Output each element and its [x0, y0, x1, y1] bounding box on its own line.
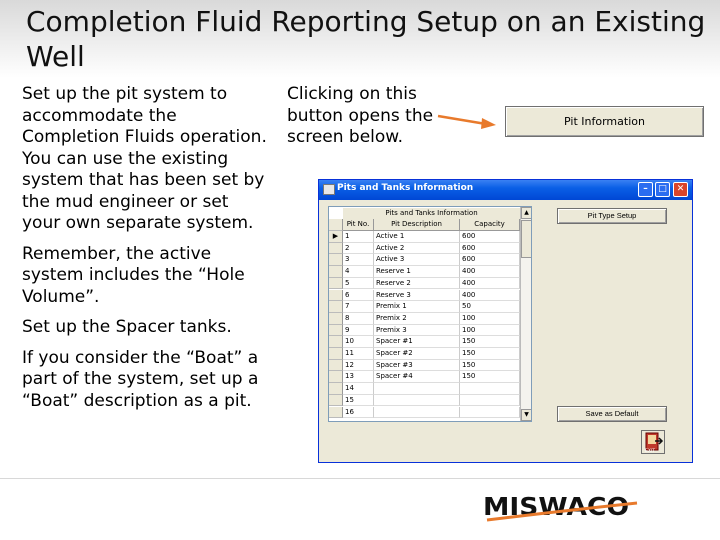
cell-pit-no[interactable]: 11 [343, 348, 374, 360]
cell-pit-description[interactable] [374, 407, 460, 419]
cell-capacity[interactable]: 600 [460, 254, 520, 266]
cell-capacity[interactable]: 100 [460, 325, 520, 337]
column-header-capacity[interactable]: Capacity [460, 219, 520, 231]
button-note: Clicking on this button opens the screen below. [287, 84, 434, 147]
cell-capacity[interactable]: 600 [460, 231, 520, 243]
cell-capacity[interactable]: 150 [460, 360, 520, 372]
grid-caption: Pits and Tanks Information [343, 208, 520, 220]
grid-corner [329, 219, 343, 231]
cell-pit-no[interactable]: 10 [343, 336, 374, 348]
cell-capacity[interactable] [460, 407, 520, 419]
footer-divider [0, 478, 720, 479]
cell-pit-no[interactable]: 13 [343, 371, 374, 383]
cell-pit-no[interactable]: 3 [343, 254, 374, 266]
pits-grid[interactable] [328, 206, 532, 422]
column-header-pit-description[interactable]: Pit Description [374, 219, 460, 231]
cell-capacity[interactable] [460, 395, 520, 407]
body-text [22, 84, 267, 421]
dialog-titlebar [319, 180, 692, 200]
cell-pit-no[interactable]: 8 [343, 313, 374, 325]
row-selector[interactable] [329, 313, 343, 325]
cell-pit-description[interactable] [374, 395, 460, 407]
row-selector[interactable]: ▶ [329, 231, 343, 243]
logo-text: MISWACO [483, 492, 629, 521]
scroll-down-icon[interactable]: ▼ [521, 409, 532, 421]
cell-pit-description[interactable]: Spacer #4 [374, 371, 460, 383]
exit-door-icon [642, 431, 664, 453]
cell-pit-no[interactable]: 15 [343, 395, 374, 407]
save-as-default-button[interactable]: Save as Default [557, 406, 667, 422]
app-icon [323, 184, 335, 195]
paragraph-spacer-tanks: Set up the Spacer tanks. [22, 317, 232, 337]
cell-capacity[interactable]: 150 [460, 336, 520, 348]
paragraph-pit-system: Set up the pit system to accommodate the Completion Fluids operation. You can use the existing system that has been set by the mud engineer or set your own separate system. [22, 84, 267, 233]
cell-pit-no[interactable]: 2 [343, 243, 374, 255]
cell-capacity[interactable]: 50 [460, 301, 520, 313]
paragraph-active-system: Remember, the active system includes the “Hole Volume”. [22, 243, 245, 307]
exit-button[interactable] [641, 430, 665, 454]
row-selector[interactable] [329, 254, 343, 266]
cell-pit-no[interactable]: 4 [343, 266, 374, 278]
row-selector[interactable] [329, 325, 343, 337]
miswaco-logo [481, 489, 641, 525]
cell-pit-description[interactable]: Active 3 [374, 254, 460, 266]
cell-pit-description[interactable]: Spacer #2 [374, 348, 460, 360]
close-icon[interactable]: ✕ [673, 182, 688, 197]
cell-pit-description[interactable]: Active 1 [374, 231, 460, 243]
cell-pit-description[interactable]: Reserve 1 [374, 266, 460, 278]
cell-pit-description[interactable]: Reserve 2 [374, 278, 460, 290]
row-selector[interactable] [329, 360, 343, 372]
cell-pit-description[interactable] [374, 383, 460, 395]
cell-pit-description[interactable]: Spacer #3 [374, 360, 460, 372]
pit-information-button[interactable]: Pit Information [505, 106, 704, 137]
cell-capacity[interactable]: 600 [460, 243, 520, 255]
cell-pit-no[interactable]: 14 [343, 383, 374, 395]
column-header-pit-no[interactable]: Pit No. [343, 219, 374, 231]
cell-pit-description[interactable]: Active 2 [374, 243, 460, 255]
cell-pit-no[interactable]: 12 [343, 360, 374, 372]
scroll-up-icon[interactable]: ▲ [521, 207, 532, 219]
cell-pit-no[interactable]: 1 [343, 231, 374, 243]
cell-pit-no[interactable]: 7 [343, 301, 374, 313]
row-selector[interactable] [329, 407, 343, 419]
row-selector[interactable] [329, 383, 343, 395]
cell-capacity[interactable] [460, 383, 520, 395]
cell-pit-no[interactable]: 6 [343, 290, 374, 302]
row-selector[interactable] [329, 348, 343, 360]
slide-title: Completion Fluid Reporting Setup on an Existing Well [26, 5, 706, 73]
cell-capacity[interactable]: 150 [460, 348, 520, 360]
scroll-thumb[interactable] [521, 220, 532, 258]
cell-capacity[interactable]: 400 [460, 290, 520, 302]
maximize-icon[interactable]: □ [655, 182, 670, 197]
cell-pit-description[interactable]: Premix 3 [374, 325, 460, 337]
cell-pit-no[interactable]: 5 [343, 278, 374, 290]
cell-capacity[interactable]: 100 [460, 313, 520, 325]
cell-capacity[interactable]: 150 [460, 371, 520, 383]
cell-pit-no[interactable]: 16 [343, 407, 374, 419]
row-selector[interactable] [329, 371, 343, 383]
minimize-icon[interactable]: – [638, 182, 653, 197]
row-selector[interactable] [329, 395, 343, 407]
row-selector[interactable] [329, 301, 343, 313]
cell-capacity[interactable]: 400 [460, 278, 520, 290]
cell-pit-no[interactable]: 9 [343, 325, 374, 337]
dialog-title: Pits and Tanks Information [337, 183, 474, 193]
cell-pit-description[interactable]: Premix 2 [374, 313, 460, 325]
row-selector[interactable] [329, 266, 343, 278]
arrow-right-icon [436, 110, 498, 130]
cell-pit-description[interactable]: Spacer #1 [374, 336, 460, 348]
row-selector[interactable] [329, 336, 343, 348]
cell-pit-description[interactable]: Premix 1 [374, 301, 460, 313]
row-selector[interactable] [329, 290, 343, 302]
row-selector[interactable] [329, 243, 343, 255]
pits-tanks-dialog [318, 179, 693, 463]
cell-pit-description[interactable]: Reserve 3 [374, 290, 460, 302]
paragraph-boat: If you consider the “Boat” a part of the system, set up a “Boat” description as a pit. [22, 347, 259, 411]
cell-capacity[interactable]: 400 [460, 266, 520, 278]
grid-scrollbar[interactable] [520, 207, 532, 421]
row-selector[interactable] [329, 278, 343, 290]
pit-type-setup-button[interactable]: Pit Type Setup [557, 208, 667, 224]
exit-label: EXIT [645, 449, 656, 453]
